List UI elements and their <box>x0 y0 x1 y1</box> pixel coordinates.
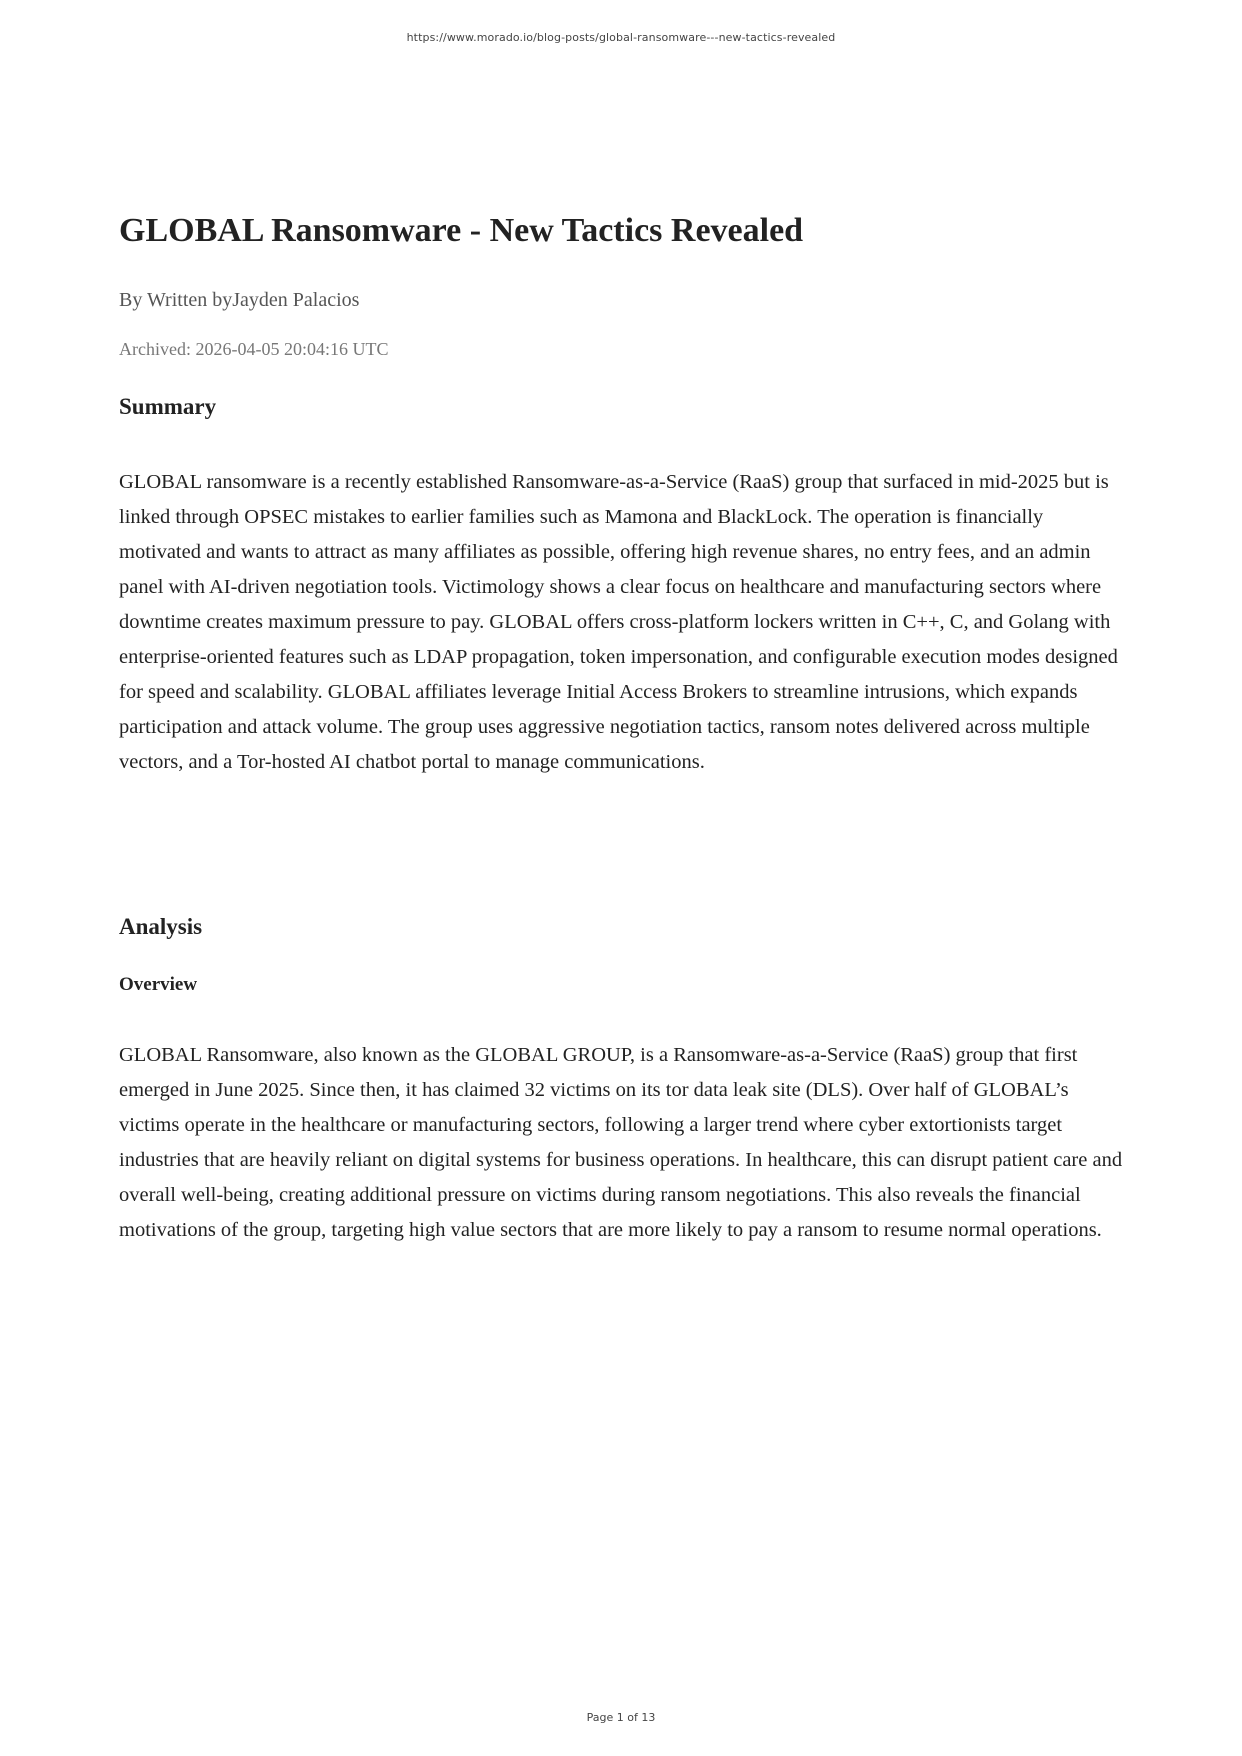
analysis-heading: Analysis <box>119 914 203 939</box>
summary-paragraph: GLOBAL ransomware is a recently established Ransomware-as-a-Service (RaaS) group that surfaced in mid-2025 but is linked through OPSEC mistakes to earlier families such as Mamona and BlackLock. The operation is financially motivated and wants to attract as many affiliates as possible, offering high revenue shares, no entry fees, and an admin panel with AI-driven negotiation tools. Victimology shows a clear focus on healthcare and manufacturing sectors where downtime creates maximum pressure to pay. GLOBAL offers cross-platform lockers written in C++, C, and Golang with enterprise-oriented features such as LDAP propagation, token impersonation, and configurable execution modes designed for speed and scalability. GLOBAL affiliates leverage Initial Access Brokers to streamline intrusions, which expands participation and attack volume. The group uses aggressive negotiation tactics, ransom notes delivered across multiple vectors, and a Tor-hosted AI chatbot portal to manage communications. <box>119 471 1118 773</box>
article-title: GLOBAL Ransomware - New Tactics Revealed <box>119 212 804 249</box>
page-number-footer: Page 1 of 13 <box>586 1711 656 1724</box>
overview-paragraph: GLOBAL Ransomware, also known as the GLOBAL GROUP, is a Ransomware-as-a-Service (RaaS) group that first emerged in June 2025. Since then, it has claimed 32 victims on its tor data leak site (DLS). Over half of GLOBAL’s victims operate in the healthcare or manufacturing sectors, following a larger trend where cyber extortionists target industries that are heavily reliant on digital systems for business operations. In healthcare, this can disrupt patient care and overall well-being, creating additional pressure on victims during ransom negotiations. This also reveals the financial motivations of the group, targeting high value sectors that are more likely to pay a ransom to resume normal operations. <box>119 1044 1123 1241</box>
archived-timestamp: Archived: 2026-04-05 20:04:16 UTC <box>119 339 389 359</box>
page-url-header: https://www.morado.io/blog-posts/global-ransomware---new-tactics-revealed <box>406 31 836 44</box>
overview-heading: Overview <box>119 974 198 995</box>
article-byline: By Written byJayden Palacios <box>119 289 360 311</box>
summary-heading: Summary <box>119 394 217 419</box>
